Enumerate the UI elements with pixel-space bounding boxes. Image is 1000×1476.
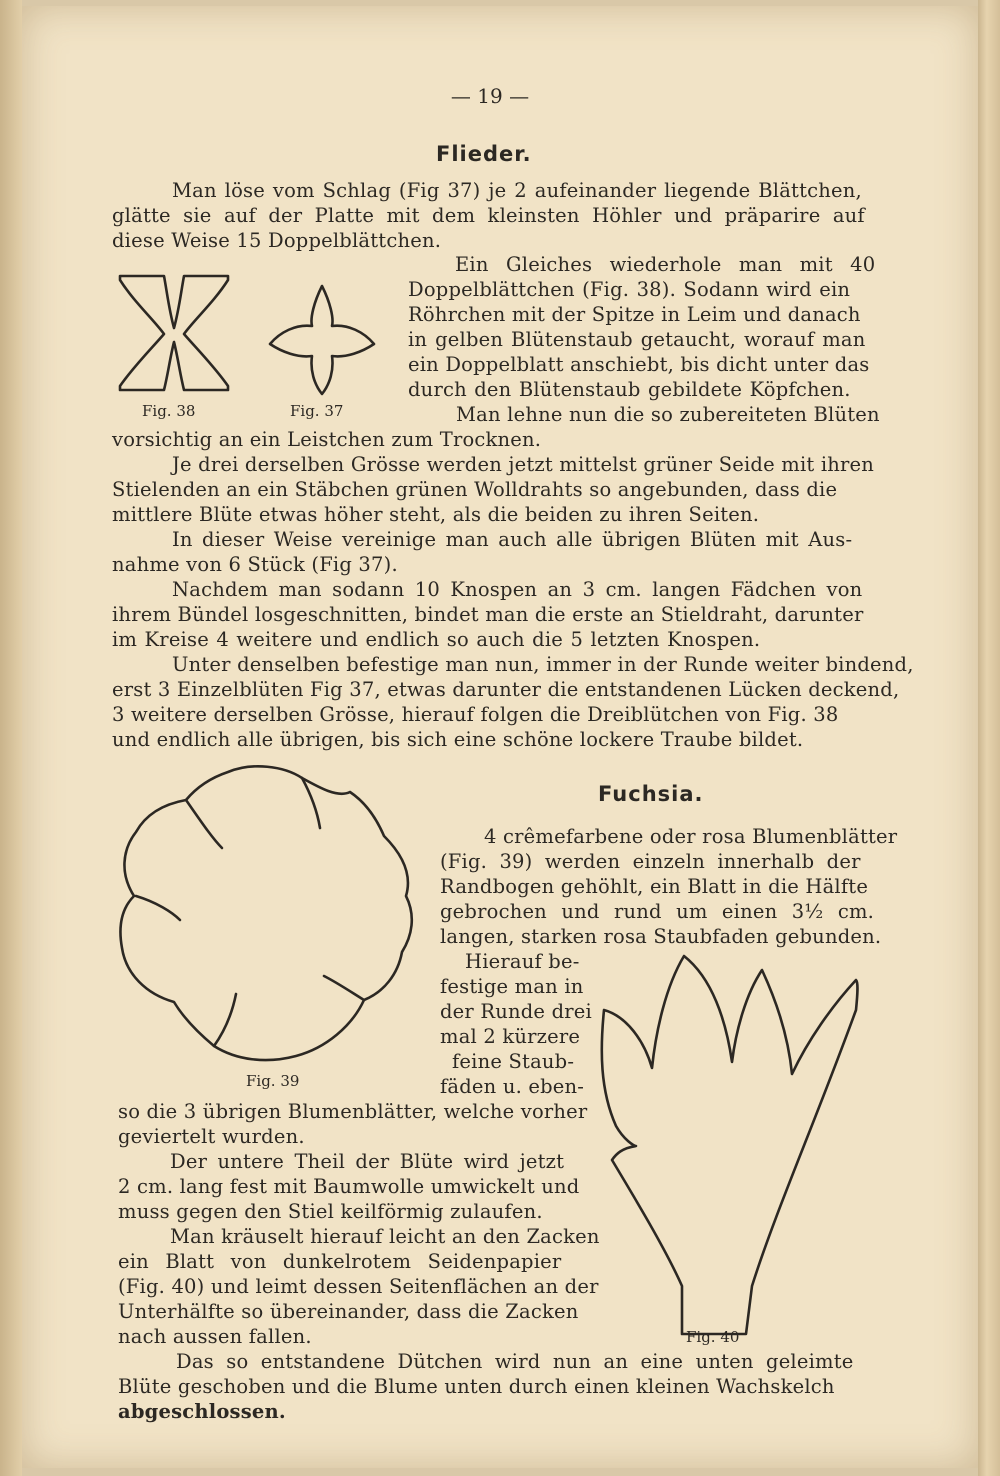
text-line: so die 3 übrigen Blumenblätter, welche vorher	[118, 1100, 588, 1123]
text-line: Je drei derselben Grösse werden jetzt mittelst grüner Seide mit ihren	[172, 453, 875, 476]
figure-37-caption: Fig. 37	[290, 402, 344, 420]
right-page-edge	[978, 0, 1000, 1476]
text-line: Ein Gleiches wiederhole man mit 40	[455, 253, 876, 276]
figure-39-caption: Fig. 39	[246, 1072, 300, 1090]
left-page-edge	[0, 0, 22, 1476]
figure-37-leaf-illustration	[266, 282, 378, 398]
text-line: abgeschlossen.	[118, 1400, 286, 1423]
figure-38-caption: Fig. 38	[142, 402, 196, 420]
text-line: in gelben Blütenstaub getaucht, worauf man	[408, 328, 866, 351]
text-line: Stielenden an ein Stäbchen grünen Wolldrahts so angebunden, dass die	[112, 478, 838, 501]
text-line: mittlere Blüte etwas höher steht, als die beiden zu ihren Seiten.	[112, 503, 760, 526]
text-line: Unterhälfte so übereinander, dass die Zacken	[118, 1300, 579, 1323]
text-line: Man löse vom Schlag (Fig 37) je 2 aufeinander liegende Blättchen,	[172, 179, 862, 202]
text-line: erst 3 Einzelblüten Fig 37, etwas darunter die entstandenen Lücken deckend,	[112, 678, 900, 701]
text-line: Das so entstandene Dütchen wird nun an eine unten geleimte	[176, 1350, 854, 1373]
page-number: — 19 —	[450, 84, 530, 108]
text-line: fäden u. eben-	[440, 1075, 585, 1098]
text-line: geviertelt wurden.	[118, 1125, 305, 1148]
text-line: gebrochen und rund um einen 3½ cm.	[440, 900, 875, 923]
text-line: Blüte geschoben und die Blume unten durch einen kleinen Wachskelch	[118, 1375, 835, 1398]
text-line: muss gegen den Stiel keilförmig zulaufen.	[118, 1200, 543, 1223]
figure-38-double-leaf-illustration	[114, 272, 234, 394]
text-line: durch den Blütenstaub gebildete Köpfchen.	[408, 378, 851, 401]
text-line: 3 weitere derselben Grösse, hierauf folgen die Dreiblütchen von Fig. 38	[112, 703, 839, 726]
text-line: Unter denselben befestige man nun, immer in der Runde weiter bindend,	[172, 653, 914, 676]
text-line: feine Staub-	[452, 1050, 575, 1073]
text-line: festige man in	[440, 975, 584, 998]
text-line: Nachdem man sodann 10 Knospen an 3 cm. langen Fädchen von	[172, 578, 863, 601]
text-line: nahme von 6 Stück (Fig 37).	[112, 553, 398, 576]
text-line: (Fig. 39) werden einzeln innerhalb der	[440, 850, 861, 873]
figure-39-flower-illustration	[116, 764, 422, 1070]
text-line: Man lehne nun die so zubereiteten Blüten	[456, 403, 880, 426]
text-line: im Kreise 4 weitere und endlich so auch die 5 letzten Knospen.	[112, 628, 761, 651]
text-line: In dieser Weise vereinige man auch alle übrigen Blüten mit Aus-	[172, 528, 853, 551]
text-line: und endlich alle übrigen, bis sich eine schöne lockere Traube bildet.	[112, 728, 804, 751]
text-line: glätte sie auf der Platte mit dem kleinsten Höhler und präparire auf	[112, 204, 865, 227]
text-line: ihrem Bündel losgeschnitten, bindet man die erste an Stieldraht, darunter	[112, 603, 864, 626]
text-line: ein Doppelblatt anschiebt, bis dicht unter das	[408, 353, 870, 376]
text-line: der Runde drei	[440, 1000, 592, 1023]
text-line: nach aussen fallen.	[118, 1325, 312, 1348]
text-line: langen, starken rosa Staubfaden gebunden.	[440, 925, 882, 948]
text-line: Röhrchen mit der Spitze in Leim und danach	[408, 303, 861, 326]
text-line: ein Blatt von dunkelrotem Seidenpapier	[118, 1250, 562, 1273]
figure-40-caption: Fig. 40	[686, 1328, 740, 1346]
text-line: vorsichtig an ein Leistchen zum Trocknen.	[112, 428, 542, 451]
text-line: diese Weise 15 Doppelblättchen.	[112, 229, 442, 252]
text-line: Doppelblättchen (Fig. 38). Sodann wird ein	[408, 278, 851, 301]
text-line: (Fig. 40) und leimt dessen Seitenflächen an der	[118, 1275, 599, 1298]
section-heading-flieder: Flieder.	[436, 142, 532, 166]
text-line: 2 cm. lang fest mit Baumwolle umwickelt und	[118, 1175, 580, 1198]
text-line: Man kräuselt hierauf leicht an den Zacken	[170, 1225, 600, 1248]
text-line: mal 2 kürzere	[440, 1025, 581, 1048]
section-heading-fuchsia: Fuchsia.	[598, 782, 704, 806]
figure-40-calyx-illustration	[596, 950, 864, 1334]
text-line: Randbogen gehöhlt, ein Blatt in die Hälfte	[440, 875, 869, 898]
text-line: Hierauf be-	[465, 950, 580, 973]
text-line: Der untere Theil der Blüte wird jetzt	[170, 1150, 565, 1173]
text-line: 4 crêmefarbene oder rosa Blumenblätter	[484, 825, 898, 848]
